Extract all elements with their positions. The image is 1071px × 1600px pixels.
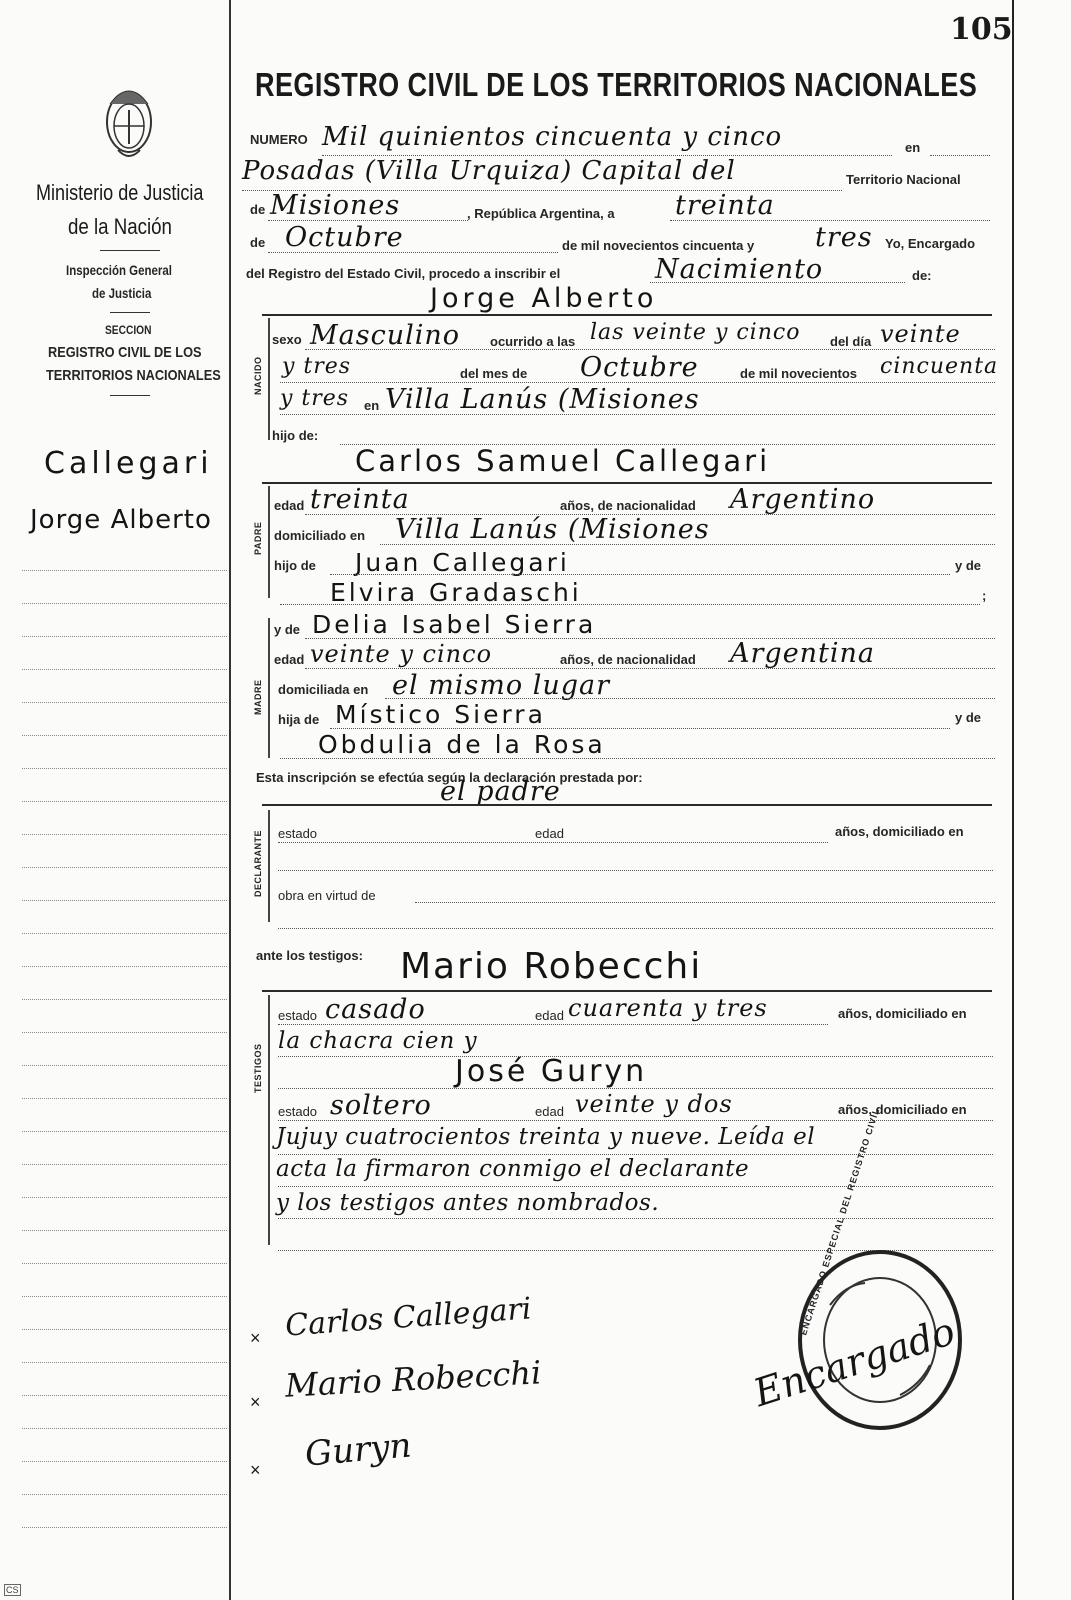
madre-edad-label: edad xyxy=(274,652,305,667)
en-label: en xyxy=(905,140,921,155)
padre-dom-line xyxy=(380,544,995,545)
signature-encargado: Encargado xyxy=(748,1308,961,1416)
madre-section-label: MADRE xyxy=(253,679,263,715)
testigo1-estado-label: estado xyxy=(278,1008,318,1023)
sexo-entry: Masculino xyxy=(310,320,461,351)
coat-of-arms-icon xyxy=(100,82,158,162)
yo-encargado-label: Yo, Encargado xyxy=(885,236,976,251)
testigos-section-label: TESTIGOS xyxy=(253,1043,263,1093)
padre-dom-entry: Villa Lanús (Misiones xyxy=(395,514,710,545)
anio-nac-entry: cincuenta xyxy=(880,354,999,379)
madre-edad-line xyxy=(305,668,995,669)
hora-entry: las veinte y cinco xyxy=(590,320,801,345)
madre-padre-entry: Místico Sierra xyxy=(335,700,546,729)
obra-line-2 xyxy=(278,928,993,929)
seal-text: ENCARGADO ESPECIAL DEL REGISTRO CIVIL xyxy=(798,1106,882,1337)
ministry-line-1: Ministerio de Justicia xyxy=(36,180,204,205)
section-line-3: TERRITORIOS NACIONALES xyxy=(46,367,221,384)
nombre-rule xyxy=(262,314,992,316)
testigo2-estado-line xyxy=(278,1120,993,1121)
sexo-label: sexo xyxy=(272,332,302,347)
cierre-line-1: acta la firmaron conmigo el declarante xyxy=(276,1156,750,1182)
testigo1-edad-entry: cuarenta y tres xyxy=(568,994,768,1022)
madre-edad-entry: veinte y cinco xyxy=(310,640,493,668)
padre-padre-entry: Juan Callegari xyxy=(355,548,570,577)
padre-semicolon: ; xyxy=(982,588,987,603)
de-label-1: de xyxy=(250,202,266,217)
testigo1-edad-label: edad xyxy=(535,1008,564,1023)
madre-entry: Delia Isabel Sierra xyxy=(312,610,597,639)
territorio-line xyxy=(268,220,468,221)
testigo2-entry: José Guryn xyxy=(455,1054,648,1089)
padre-hijo-de-label: hijo de xyxy=(274,558,316,573)
declarante-bracket xyxy=(268,810,270,922)
dia-nac-entry: veinte xyxy=(880,320,961,348)
ministry-underline xyxy=(100,250,160,251)
padre-madre-line xyxy=(280,604,980,605)
mes-nac-entry: Octubre xyxy=(580,352,699,383)
testigo1-estado-entry: casado xyxy=(325,994,426,1025)
madre-anos-nac-label: años, de nacionalidad xyxy=(560,652,696,667)
testigo2-anos-label: años, domiciliado en xyxy=(838,1102,967,1117)
padre-padre-line xyxy=(330,574,950,575)
madre-padre-line xyxy=(330,728,950,729)
cierre-line-2-rule xyxy=(278,1218,993,1219)
signature-mark-3: × xyxy=(250,1460,261,1480)
territorio-entry: Misiones xyxy=(270,190,401,221)
declarante-rule xyxy=(262,804,992,806)
padre-entry: Carlos Samuel Callegari xyxy=(355,444,771,478)
scanner-logo: CS xyxy=(6,1585,19,1595)
testigo2-estado-label: estado xyxy=(278,1104,318,1119)
numero-entry: Mil quinientos cincuenta y cinco xyxy=(322,122,783,152)
en-line xyxy=(930,155,990,156)
testigos-bracket xyxy=(268,995,270,1245)
signature-mark-1: × xyxy=(250,1328,261,1348)
padre-edad-label: edad xyxy=(274,498,305,513)
declaracion-label: Esta inscripción se efectúa según la declaración prestada por: xyxy=(256,770,643,785)
sexo-line xyxy=(305,349,995,350)
del-dia-label: del día xyxy=(830,334,872,349)
madre-y-de-label: y de xyxy=(274,622,301,637)
testigo1-rule xyxy=(262,990,992,992)
declarante-edad-label: edad xyxy=(535,826,564,841)
margin-note-given-names: Jorge Alberto xyxy=(30,505,212,535)
ocurrido-label: ocurrido a las xyxy=(490,334,576,349)
declarante-estado-label: estado xyxy=(278,826,318,841)
obra-en-virtud-label: obra en virtud de xyxy=(278,888,376,903)
registro-line-label: del Registro del Estado Civil, procedo a inscribir el xyxy=(246,266,561,281)
signature-mario-robecchi: Mario Robecchi xyxy=(284,1353,543,1405)
testigo2-edad-label: edad xyxy=(535,1104,564,1119)
section-underline xyxy=(110,395,150,396)
madre-nac-entry: Argentina xyxy=(730,638,876,669)
ministry-line-2: de la Nación xyxy=(68,214,172,239)
section-line-1: SECCION xyxy=(105,323,152,337)
lugar-entry: Posadas (Villa Urquiza) Capital del xyxy=(242,156,736,186)
testigo1-entry: Mario Robecchi xyxy=(400,946,703,987)
dia-entry: treinta xyxy=(675,190,775,221)
cierre-line-2: y los testigos antes nombrados. xyxy=(276,1190,660,1216)
mes-entry: Octubre xyxy=(285,222,404,253)
anio-nac2-entry: y tres xyxy=(280,386,350,411)
declarante-section-label: DECLARANTE xyxy=(253,830,263,897)
madre-dom-line xyxy=(385,698,995,699)
testigo2-estado-entry: soltero xyxy=(330,1090,432,1121)
signature-carlos-callegari: Carlos Callegari xyxy=(284,1291,533,1344)
numero-label: NUMERO xyxy=(250,132,308,147)
page-title: REGISTRO CIVIL DE LOS TERRITORIOS NACIONALES xyxy=(255,66,978,103)
signature-guryn: Guryn xyxy=(303,1425,413,1475)
madre-madre-line xyxy=(280,758,995,759)
declarante-entry: el padre xyxy=(440,776,561,807)
inspection-underline xyxy=(110,312,150,313)
signature-mark-2: × xyxy=(250,1392,261,1412)
de-label-2: de xyxy=(250,235,266,250)
inspection-line-2: de Justicia xyxy=(92,285,152,301)
madre-bracket xyxy=(268,618,270,758)
madre-domiciliada-label: domiciliada en xyxy=(278,682,369,697)
cierre-line-1-rule xyxy=(278,1186,993,1187)
nacido-section-label: NACIDO xyxy=(253,356,263,395)
nacido-bracket xyxy=(268,318,270,440)
left-margin-rule xyxy=(229,0,231,1600)
testigo1-estado-line xyxy=(278,1024,828,1025)
dia-nac2-entry: y tres xyxy=(282,354,352,379)
padre-edad-entry: treinta xyxy=(310,484,410,515)
padre-bracket xyxy=(268,486,270,598)
padre-section-label: PADRE xyxy=(253,521,263,555)
acto-entry: Nacimiento xyxy=(655,254,824,285)
dia-line xyxy=(670,220,990,221)
testigo1-dom-entry: la chacra cien y xyxy=(278,1028,478,1054)
obra-line xyxy=(415,902,995,903)
mil-novecientos-label: de mil novecientos cincuenta y xyxy=(562,238,755,253)
margin-note-surname: Callegari xyxy=(44,446,213,481)
mes-nac-line xyxy=(280,382,995,383)
mes-line xyxy=(268,252,558,253)
territorio-label: Territorio Nacional xyxy=(846,172,961,187)
testigo2-dom-entry: Jujuy cuatrocientos treinta y nueve. Leída el xyxy=(276,1124,816,1150)
padre-anos-nac-label: años, de nacionalidad xyxy=(560,498,696,513)
section-line-2: REGISTRO CIVIL DE LOS xyxy=(48,344,202,361)
hijo-de-label: hijo de: xyxy=(272,428,319,443)
padre-nac-entry: Argentino xyxy=(730,484,876,515)
madre-y-de-label-2: y de xyxy=(955,710,982,725)
padre-madre-entry: Elvira Gradaschi xyxy=(330,578,582,607)
padre-domiciliado-label: domiciliado en xyxy=(274,528,366,543)
lugar-nac-entry: Villa Lanús (Misiones xyxy=(385,384,700,415)
de-colon-label: de: xyxy=(912,268,932,283)
ante-testigos-label: ante los testigos: xyxy=(256,948,363,963)
testigo2-edad-entry: veinte y dos xyxy=(575,1090,733,1118)
republica-label: , República Argentina, a xyxy=(467,206,615,221)
right-margin-rule xyxy=(1012,0,1014,1600)
madre-hija-de-label: hija de xyxy=(278,712,320,727)
de-mil-nov-label: de mil novecientos xyxy=(740,366,858,381)
padre-y-de-label: y de xyxy=(955,558,982,573)
inspection-line-1: Inspección General xyxy=(66,262,172,278)
madre-line xyxy=(305,638,995,639)
lugar-nac-line xyxy=(280,414,995,415)
madre-madre-entry: Obdulia de la Rosa xyxy=(318,730,606,759)
en-nac-label: en xyxy=(364,398,380,413)
page-number: 105 xyxy=(950,12,1013,47)
del-mes-label: del mes de xyxy=(460,366,528,381)
testigo2-dom-line xyxy=(278,1154,993,1155)
declarante-anos-label: años, domiciliado en xyxy=(835,824,964,839)
nombre-entry: Jorge Alberto xyxy=(430,283,658,314)
declarante-estado-line xyxy=(278,842,828,843)
testigo2-line xyxy=(278,1088,993,1089)
madre-dom-entry: el mismo lugar xyxy=(392,670,611,701)
anio-entry: tres xyxy=(815,222,873,253)
testigo1-anos-label: años, domiciliado en xyxy=(838,1006,967,1021)
acto-line xyxy=(650,282,905,283)
declarante-dom-line xyxy=(278,870,993,871)
